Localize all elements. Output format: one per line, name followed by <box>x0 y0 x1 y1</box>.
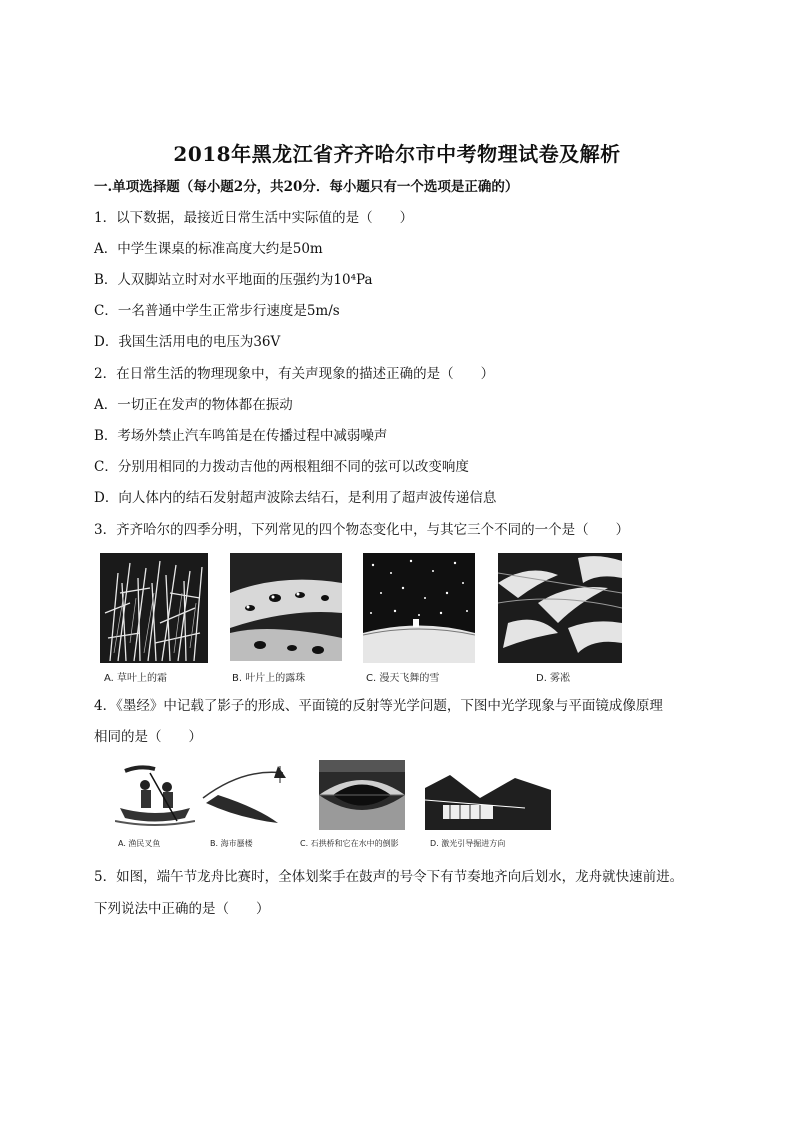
question-1-option-b: B．人双脚站立时对水平地面的压强约为10⁴Pa <box>94 272 373 288</box>
figure-caption-rime: D. 雾凇 <box>536 673 571 684</box>
question-2-option-d: D．向人体内的结石发射超声波除去结石，是利用了超声波传递信息 <box>94 490 497 506</box>
question-1-stem: 1．以下数据，最接近日常生活中实际值的是（ ） <box>94 210 414 226</box>
figure-mirage <box>198 763 293 833</box>
figure-laser-tunneling <box>425 770 551 830</box>
figure-caption-fisherman: A. 渔民叉鱼 <box>118 839 161 848</box>
figure-fisherman-spearing-fish <box>115 763 195 833</box>
figure-caption-bridge: C. 石拱桥和它在水中的倒影 <box>300 839 399 848</box>
figure-caption-snow: C. 漫天飞舞的雪 <box>366 673 440 684</box>
question-2-option-c: C．分别用相同的力拨动吉他的两根粗细不同的弦可以改变响度 <box>94 459 469 475</box>
page-title: 2018年黑龙江省齐齐哈尔市中考物理试卷及解析 <box>173 142 621 166</box>
question-1-option-c: C．一名普通中学生正常步行速度是5m/s <box>94 303 340 319</box>
question-2-option-b: B．考场外禁止汽车鸣笛是在传播过程中减弱噪声 <box>94 428 388 444</box>
question-1-option-d: D．我国生活用电的电压为36V <box>94 334 281 350</box>
figure-frost-on-grass <box>100 553 208 663</box>
question-1-option-a: A．中学生课桌的标准高度大约是50m <box>94 241 323 257</box>
question-2-option-a: A．一切正在发声的物体都在振动 <box>94 397 293 413</box>
section-heading: 一.单项选择题（每小题2分，共20分．每小题只有一个选项是正确的） <box>94 179 519 195</box>
question-2-stem: 2．在日常生活的物理现象中，有关声现象的描述正确的是（ ） <box>94 366 495 382</box>
figure-dew-on-leaf <box>230 553 342 661</box>
question-4-stem-line-1: 4．《墨经》中记载了影子的形成、平面镜的反射等光学问题，下图中光学现象与平面镜成像原理 <box>94 698 663 714</box>
question-3-stem: 3．齐齐哈尔的四季分明，下列常见的四个物态变化中，与其它三个不同的一个是（ ） <box>94 522 630 538</box>
figure-caption-dew: B. 叶片上的露珠 <box>232 673 306 684</box>
figure-falling-snow <box>363 553 475 663</box>
figure-caption-frost: A. 草叶上的霜 <box>104 673 168 684</box>
question-5-stem-line-2: 下列说法中正确的是（ ） <box>94 901 270 917</box>
figure-caption-laser: D. 激光引导掘进方向 <box>430 839 506 848</box>
question-4-stem-line-2: 相同的是（ ） <box>94 729 202 745</box>
figure-caption-mirage: B. 海市蜃楼 <box>210 839 253 848</box>
figure-rime <box>498 553 622 663</box>
question-5-stem-line-1: 5．如图，端午节龙舟比赛时，全体划桨手在鼓声的号令下有节奏地齐向后划水，龙舟就快速前进。 <box>94 869 684 885</box>
figure-stone-arch-bridge-reflection <box>319 760 405 830</box>
